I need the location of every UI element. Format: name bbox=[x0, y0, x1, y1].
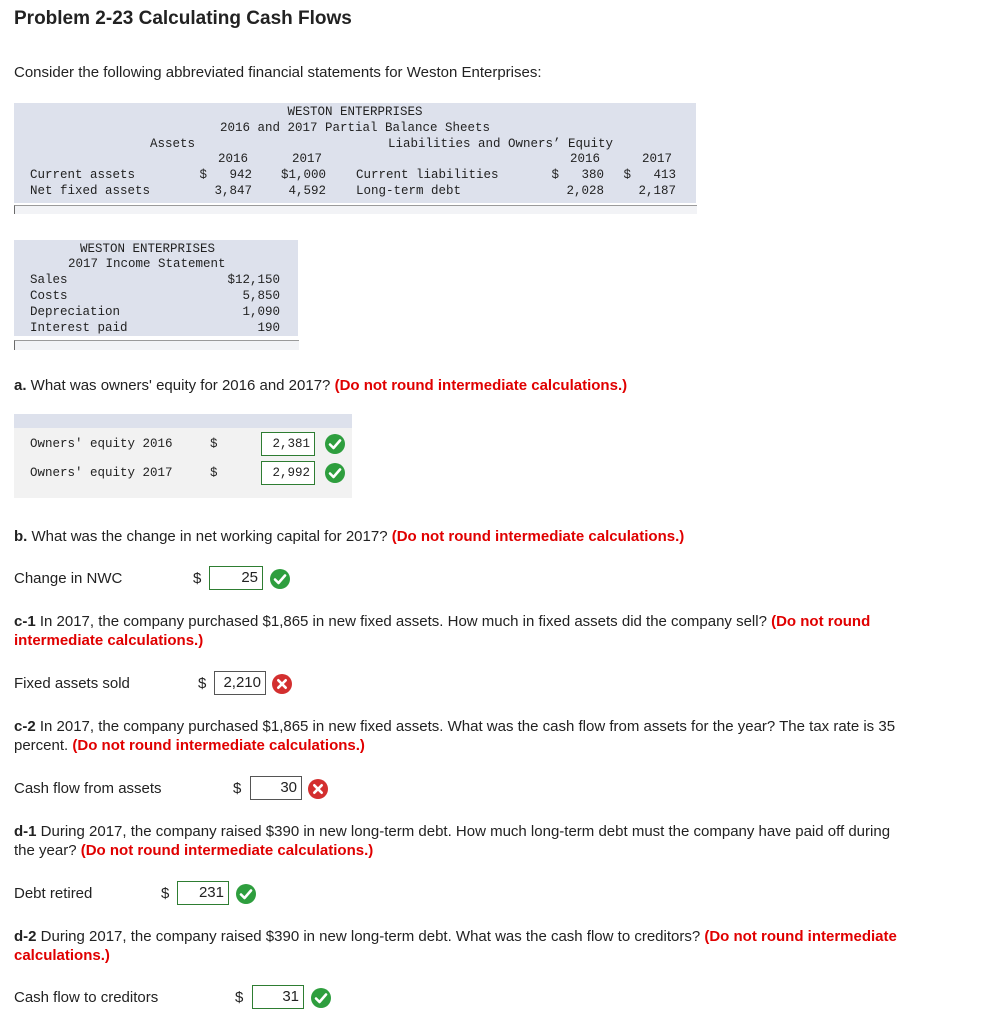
bs-company: WESTON ENTERPRISES bbox=[287, 105, 423, 119]
bs-cell: $ 413 bbox=[623, 168, 676, 182]
intro-text: Consider the following abbreviated financial statements for Weston Enterprises: bbox=[14, 64, 542, 81]
check-icon bbox=[311, 988, 331, 1008]
cash-flow-creditors-input[interactable]: 31 bbox=[252, 985, 304, 1009]
check-icon bbox=[236, 884, 256, 904]
balance-sheet-scrollbar[interactable] bbox=[14, 205, 697, 214]
income-statement-scrollbar[interactable] bbox=[14, 340, 299, 350]
bs-cell: 2,187 bbox=[638, 184, 676, 198]
question-c1: c-1 In 2017, the company purchased $1,865 in new fixed assets. How much in fixed assets did the company sell? (Do not round intermediate calculations.) bbox=[14, 613, 871, 649]
debt-retired-label: Debt retired bbox=[14, 885, 93, 902]
is-row-value: 1,090 bbox=[242, 305, 280, 319]
change-nwc-input[interactable]: 25 bbox=[209, 566, 263, 590]
bs-row-label: Long-term debt bbox=[356, 184, 462, 198]
bs-subtitle: 2016 and 2017 Partial Balance Sheets bbox=[219, 121, 491, 135]
question-b: b. What was the change in net working capital for 2017? (Do not round intermediate calculations.) bbox=[14, 528, 685, 545]
bs-cell: 3,847 bbox=[214, 184, 252, 198]
question-d2: d-2 During 2017, the company raised $390 in new long-term debt. What was the cash flow to creditors? (Do not round intermediate calculations.) bbox=[14, 928, 897, 964]
bs-cell: 4,592 bbox=[288, 184, 326, 198]
currency-symbol: $ bbox=[161, 885, 170, 902]
is-row-label: Sales bbox=[30, 273, 68, 287]
bs-left-year-2017: 2017 bbox=[291, 152, 322, 166]
currency-symbol: $ bbox=[233, 780, 242, 797]
check-icon bbox=[325, 434, 345, 454]
currency-symbol: $ bbox=[210, 437, 218, 451]
is-row-label: Depreciation bbox=[30, 305, 121, 319]
page-title: Problem 2-23 Calculating Cash Flows bbox=[14, 8, 352, 29]
cross-icon bbox=[272, 674, 292, 694]
answer-panel-a-header bbox=[14, 414, 352, 428]
is-company: WESTON ENTERPRISES bbox=[80, 242, 216, 256]
bs-row-label: Current liabilities bbox=[356, 168, 499, 182]
bs-cell: $1,000 bbox=[280, 168, 326, 182]
is-row-value: $12,150 bbox=[227, 273, 280, 287]
bs-assets-header: Assets bbox=[150, 137, 196, 151]
question-d1: d-1 During 2017, the company raised $390 in new long-term debt. How much long-term debt must the company have paid off during the year? (Do not round intermediate calculations.) bbox=[14, 823, 891, 859]
cash-flow-assets-input[interactable]: 30 bbox=[250, 776, 302, 800]
question-a: a. What was owners' equity for 2016 and 2017? (Do not round intermediate calculations.) bbox=[14, 377, 628, 394]
check-icon bbox=[325, 463, 345, 483]
bs-right-year-2017: 2017 bbox=[641, 152, 672, 166]
currency-symbol: $ bbox=[210, 466, 218, 480]
currency-symbol: $ bbox=[198, 675, 207, 692]
owners-equity-2017-input[interactable]: 2,992 bbox=[261, 461, 315, 485]
bs-right-year-2016: 2016 bbox=[569, 152, 600, 166]
is-row-value: 5,850 bbox=[242, 289, 280, 303]
question-c2: c-2 In 2017, the company purchased $1,865 in new fixed assets. What was the cash flow from assets for the year? The tax rate is 35 percent. (Do not round intermediate calculations.) bbox=[14, 718, 896, 754]
is-row-label: Costs bbox=[30, 289, 68, 303]
currency-symbol: $ bbox=[193, 570, 202, 587]
bs-cell: $ 380 bbox=[551, 168, 604, 182]
cross-icon bbox=[308, 779, 328, 799]
owners-equity-2017-label: Owners' equity 2017 bbox=[30, 466, 173, 480]
owners-equity-2016-label: Owners' equity 2016 bbox=[30, 437, 173, 451]
fixed-assets-sold-input[interactable]: 2,210 bbox=[214, 671, 266, 695]
owners-equity-2016-input[interactable]: 2,381 bbox=[261, 432, 315, 456]
bs-row-label: Current assets bbox=[30, 168, 136, 182]
is-row-label: Interest paid bbox=[30, 321, 128, 335]
cash-flow-creditors-label: Cash flow to creditors bbox=[14, 989, 159, 1006]
bs-row-label: Net fixed assets bbox=[30, 184, 151, 198]
bs-liabilities-header: Liabilities and Owners’ Equity bbox=[388, 137, 614, 151]
currency-symbol: $ bbox=[235, 989, 244, 1006]
bs-left-year-2016: 2016 bbox=[217, 152, 248, 166]
is-row-value: 190 bbox=[257, 321, 280, 335]
is-subtitle: 2017 Income Statement bbox=[68, 257, 226, 271]
debt-retired-input[interactable]: 231 bbox=[177, 881, 229, 905]
check-icon bbox=[270, 569, 290, 589]
change-nwc-label: Change in NWC bbox=[14, 570, 123, 587]
cash-flow-assets-label: Cash flow from assets bbox=[14, 780, 162, 797]
fixed-assets-sold-label: Fixed assets sold bbox=[14, 675, 130, 692]
bs-cell: 2,028 bbox=[566, 184, 604, 198]
bs-cell: $ 942 bbox=[199, 168, 252, 182]
